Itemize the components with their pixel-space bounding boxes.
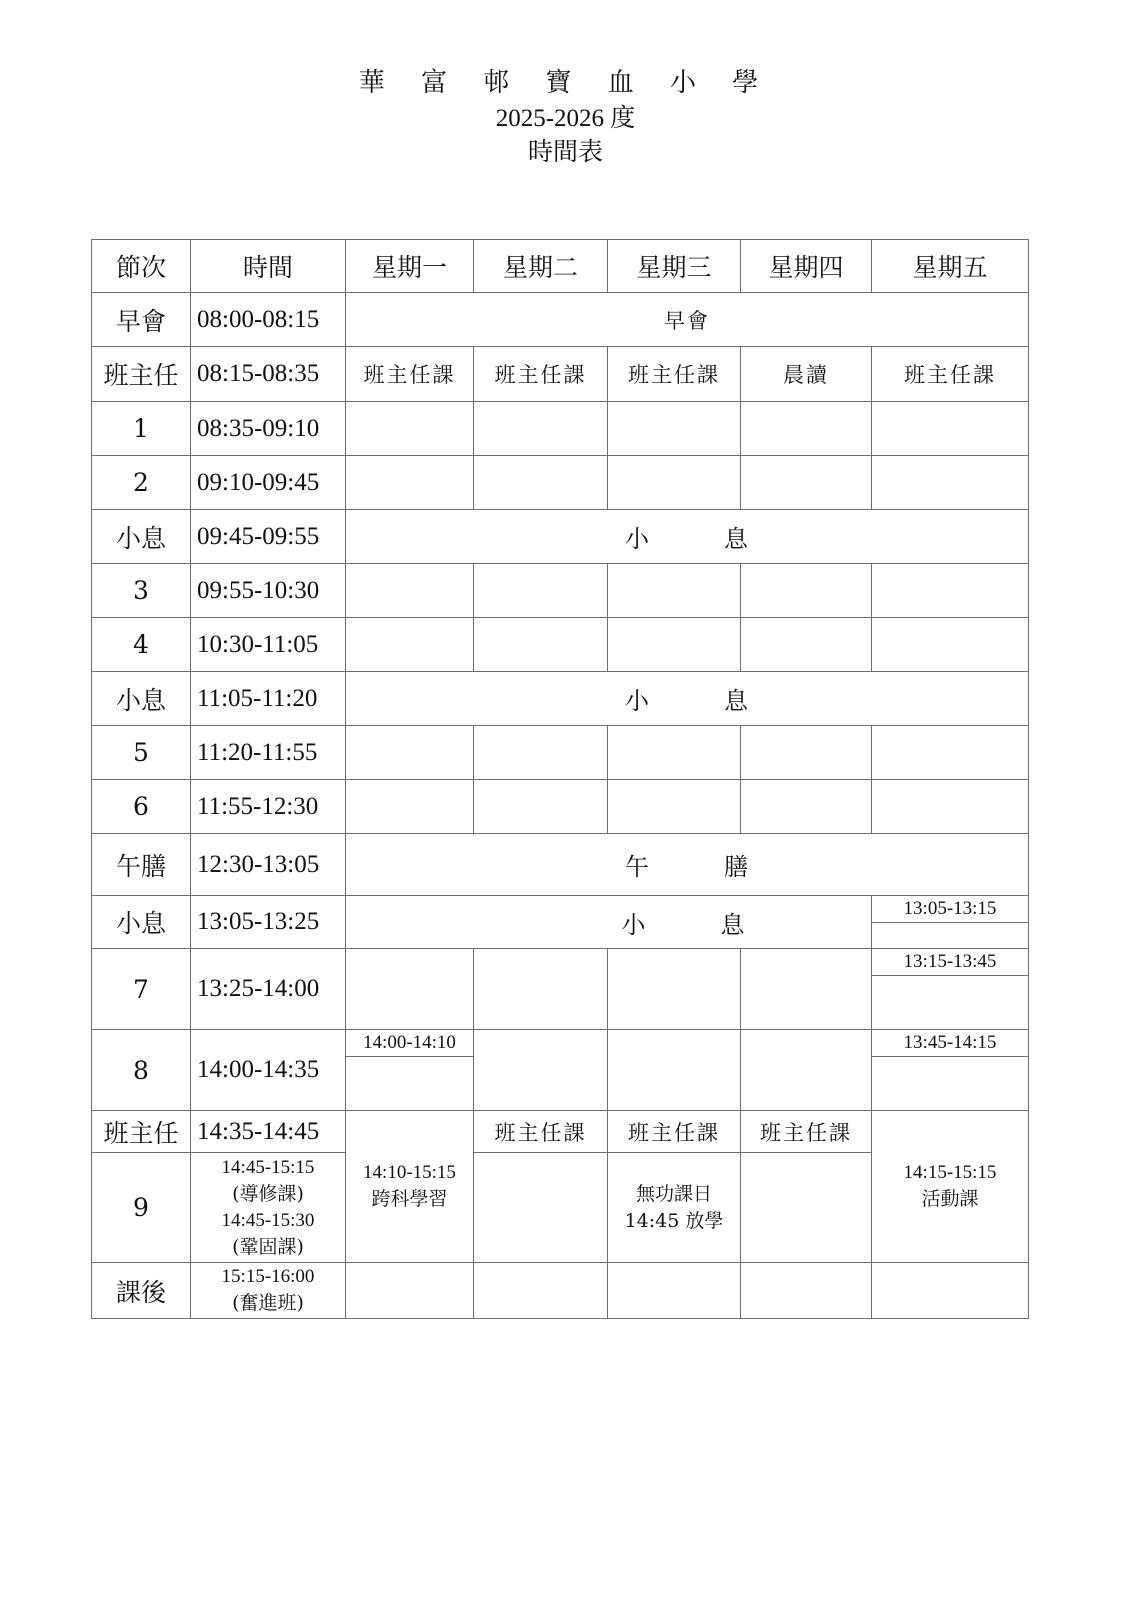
time-range: 08:00-08:15	[191, 293, 346, 347]
tue-cell	[474, 1030, 608, 1111]
tue-cell: 班主任課	[474, 347, 608, 402]
period-label: 7	[92, 949, 191, 1030]
table-row	[92, 618, 1029, 672]
wed-cell	[608, 1030, 741, 1111]
time-range: 13:05-13:25	[191, 896, 346, 949]
fri-subtime: 13:45-14:15	[872, 1030, 1028, 1057]
time-line: 15:15-16:00	[221, 1266, 315, 1287]
time-line: 14:45-15:15	[221, 1156, 315, 1178]
table-row	[92, 1263, 1029, 1319]
period-label: 小息	[92, 896, 191, 949]
mon-cell	[346, 726, 474, 780]
wed-cell	[608, 726, 741, 780]
thu-cell: 班主任課	[741, 1111, 872, 1153]
col-header-tue: 星期二	[474, 240, 608, 293]
col-header-mon: 星期一	[346, 240, 474, 293]
time-range: 09:10-09:45	[191, 456, 346, 510]
wed-cell: 班主任課	[608, 1111, 741, 1153]
time-note: (導修課)	[232, 1182, 304, 1205]
table-row	[92, 780, 1029, 834]
table-row	[92, 949, 1029, 1030]
period-label: 2	[92, 456, 191, 510]
table-row	[92, 456, 1029, 510]
time-range: 10:30-11:05	[191, 618, 346, 672]
time-range: 11:20-11:55	[191, 726, 346, 780]
fri-merged-time: 14:15-15:15	[903, 1162, 997, 1183]
wed-note: 無功課日	[635, 1182, 712, 1205]
time-range: 14:35-14:45	[191, 1111, 346, 1153]
period-label: 班主任	[92, 1111, 191, 1153]
wed-cell	[608, 618, 741, 672]
fri-cell	[872, 780, 1029, 834]
thu-cell	[741, 1030, 872, 1111]
table-row	[92, 402, 1029, 456]
thu-cell: 晨讀	[741, 347, 872, 402]
tue-cell: 班主任課	[474, 1111, 608, 1153]
time-note: (奮進班)	[232, 1292, 304, 1314]
period-label: 4	[92, 618, 191, 672]
fri-subtime: 13:15-13:45	[872, 949, 1028, 976]
fri-cell: 班主任課	[872, 347, 1029, 402]
mon-merged-cell	[346, 1111, 474, 1263]
tue-cell	[474, 402, 608, 456]
wed-cell	[608, 402, 741, 456]
fri-cell	[872, 1030, 1029, 1111]
wed-cell	[608, 564, 741, 618]
table-row	[92, 1030, 1029, 1111]
recess-span: 小 息	[346, 510, 1029, 564]
thu-cell	[741, 564, 872, 618]
school-year: 2025-2026 度	[495, 105, 636, 132]
thu-cell	[741, 726, 872, 780]
mon-merged-label: 跨科學習	[371, 1188, 448, 1210]
wed-cell	[608, 1153, 741, 1263]
mon-cell: 班主任課	[346, 347, 474, 402]
header-row	[92, 240, 1029, 293]
table-row	[92, 510, 1029, 564]
time-line: 14:45-15:30	[221, 1209, 315, 1231]
fri-cell	[872, 564, 1029, 618]
mon-merged-time: 14:10-15:15	[363, 1162, 456, 1183]
period-label: 午膳	[92, 834, 191, 896]
mon-cell	[346, 402, 474, 456]
period-label: 3	[92, 564, 191, 618]
thu-cell	[741, 402, 872, 456]
fri-merged-cell	[872, 1111, 1029, 1263]
fri-merged-label: 活動課	[921, 1188, 979, 1210]
time-range: 11:55-12:30	[191, 780, 346, 834]
time-range	[191, 1153, 346, 1263]
mon-cell	[346, 1263, 474, 1319]
mon-cell	[346, 456, 474, 510]
time-range: 12:30-13:05	[191, 834, 346, 896]
period-label: 6	[92, 780, 191, 834]
period-label: 早會	[92, 293, 191, 347]
time-range: 13:25-14:00	[191, 949, 346, 1030]
recess-span: 小 息	[346, 896, 872, 949]
thu-cell	[741, 949, 872, 1030]
tue-cell	[474, 726, 608, 780]
table-row	[92, 896, 1029, 949]
wed-cell	[608, 1263, 741, 1319]
period-label: 9	[92, 1153, 191, 1263]
time-range	[191, 1263, 346, 1319]
time-note: (鞏固課)	[232, 1235, 304, 1258]
fri-cell	[872, 896, 1029, 949]
fri-cell	[872, 949, 1029, 1030]
tue-cell	[474, 780, 608, 834]
fri-subtime: 13:05-13:15	[872, 896, 1028, 923]
table-row	[92, 564, 1029, 618]
tue-cell	[474, 564, 608, 618]
mon-cell	[346, 618, 474, 672]
time-range: 09:45-09:55	[191, 510, 346, 564]
table-row	[92, 726, 1029, 780]
tue-cell	[474, 1153, 608, 1263]
period-label: 8	[92, 1030, 191, 1111]
time-range: 08:15-08:35	[191, 347, 346, 402]
tue-cell	[474, 1263, 608, 1319]
col-header-time: 時間	[191, 240, 346, 293]
school-name: 華 富 邨 寶 血 小 學	[358, 68, 773, 98]
wed-cell: 班主任課	[608, 347, 741, 402]
wed-cell	[608, 456, 741, 510]
table-row	[92, 293, 1029, 347]
time-range: 09:55-10:30	[191, 564, 346, 618]
fri-cell	[872, 1263, 1029, 1319]
fri-cell	[872, 456, 1029, 510]
document-subtitle: 時間表	[527, 137, 603, 166]
mon-subtime: 14:00-14:10	[346, 1030, 473, 1057]
table-row	[92, 834, 1029, 896]
table-row	[92, 347, 1029, 402]
wed-cell	[608, 949, 741, 1030]
period-label: 小息	[92, 672, 191, 726]
fri-cell	[872, 402, 1029, 456]
period-label: 課後	[92, 1263, 191, 1319]
thu-cell	[741, 1263, 872, 1319]
thu-cell	[741, 1153, 872, 1263]
wed-note: 14:45 放學	[624, 1209, 724, 1232]
time-range: 11:05-11:20	[191, 672, 346, 726]
mon-cell	[346, 780, 474, 834]
lunch-span: 午 膳	[346, 834, 1029, 896]
thu-cell	[741, 780, 872, 834]
table-row	[92, 672, 1029, 726]
col-header-wed: 星期三	[608, 240, 741, 293]
period-label: 小息	[92, 510, 191, 564]
assembly-span: 早會	[346, 293, 1029, 347]
mon-cell	[346, 564, 474, 618]
thu-cell	[741, 618, 872, 672]
fri-cell	[872, 618, 1029, 672]
col-header-period: 節次	[92, 240, 191, 293]
thu-cell	[741, 456, 872, 510]
wed-cell	[608, 780, 741, 834]
tue-cell	[474, 618, 608, 672]
col-header-fri: 星期五	[872, 240, 1029, 293]
recess-span: 小 息	[346, 672, 1029, 726]
fri-cell	[872, 726, 1029, 780]
timetable	[91, 239, 1029, 1319]
mon-cell	[346, 949, 474, 1030]
time-range: 08:35-09:10	[191, 402, 346, 456]
tue-cell	[474, 949, 608, 1030]
period-label: 1	[92, 402, 191, 456]
time-range: 14:00-14:35	[191, 1030, 346, 1111]
period-label: 5	[92, 726, 191, 780]
mon-cell	[346, 1030, 474, 1111]
period-label: 班主任	[92, 347, 191, 402]
tue-cell	[474, 456, 608, 510]
col-header-thu: 星期四	[741, 240, 872, 293]
table-row	[92, 1111, 1029, 1153]
